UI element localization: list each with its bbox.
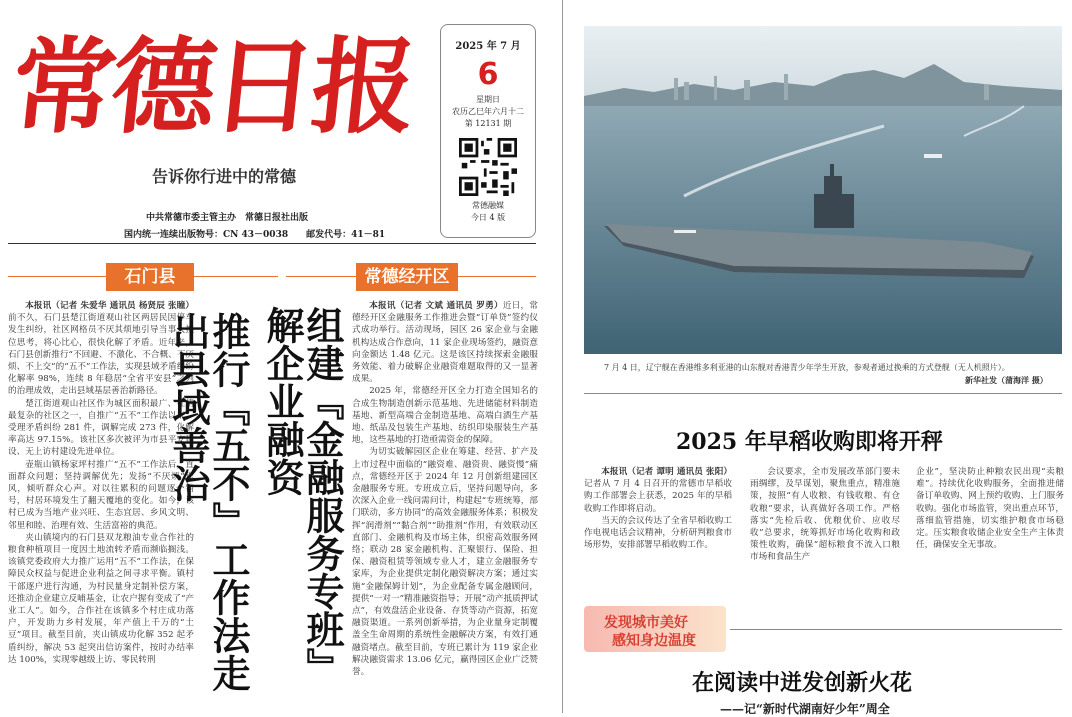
headline-reading[interactable]: 在阅读中迸发创新火花 — [692, 670, 913, 696]
subheadline-reading: ——记“新时代湖南好少年”周全 — [720, 702, 890, 716]
article-paragraph: 会议要求，全市发展改革部门要未雨绸缪，及早谋划，聚焦重点，精准施策，按照“有人收粮、有钱收粮、有仓收粮”要求，认真做好各项工作。严格落实“先检后收、优粮优价、应收尽收”总要求，统筹抓好市场化收购和政策性收购，确保“超标粮食不流入口粮市场和食品生产 — [750, 467, 900, 563]
news-photo[interactable] — [584, 26, 1062, 354]
headline-shimen[interactable]: 推行『五不』工作法走出县域善治 — [166, 312, 251, 692]
qr-label: 常德融媒 — [472, 201, 504, 210]
article-paragraph: 壶瓶山镇杨家坪村推广“五不”工作法后，直面群众问题；坚持调解优先；发扬“不厌烦”作风，倾听群众心声。对以往累积的问题逐个销号，村居环境发生了翻天覆地的变化。如今，该村已成为当地产业兴旺、生态宜居、乡风文明、邻里和睦、治理有效、生活富裕的典范。 — [8, 459, 194, 531]
photo-caption: 7 月 4 日，辽宁舰在香港维多利亚港的山东舰对香港青少年学生开放，参观者通过换乘的方式登舰（无人机照片）。 — [604, 363, 1010, 372]
article-paragraph: 记者从 7 月 4 日召开的常德市早稻收购工作部署会上获悉，2025 年的早稻收购工作即将启动。 — [584, 479, 732, 514]
date-day: 6 — [477, 57, 499, 92]
masthead-title: 常德日报 — [5, 25, 419, 148]
article-jingkai-body — [352, 300, 538, 713]
issue-number: 第 12131 期 — [464, 119, 512, 128]
section-tag-shimen: 石门县 — [106, 263, 194, 291]
column-banner — [584, 606, 726, 652]
photo-credit: 新华社发（蒲海洋 摄） — [965, 375, 1048, 385]
date-box — [440, 24, 536, 238]
qr-code-icon[interactable] — [459, 138, 517, 196]
banner-line1: 发现城市美好 — [604, 615, 688, 631]
article-paragraph: 前不久，石门县楚江街道观山社区两居民因停车发生纠纷，社区网格员不厌其烦地引导当事人换位思考，将心比心，很快化解了矛盾。近年来，石门县创新推行“不回避、不激化、不合概、不厌烦、不上交”的“五不”工作法，实现县域矛盾纠纷化解率 98%，连续 8 年稳居“全省平安县”之列的治理成效，走出县域基层善治新路径。 — [8, 313, 194, 397]
publisher-line: 中共常德市委主管主办 常德日报社出版 — [146, 213, 309, 223]
headline-early-rice[interactable]: 2025 年早稻收购即将开秤 — [676, 429, 943, 455]
date-lunar: 农历乙巳年六月十二 — [452, 107, 524, 116]
article-paragraph: 为切实破解园区企业在筹建、经营、扩产及上市过程中面临的“融资难、融资贵、融资慢”痛点，常德经开区于 2024 年 12 月创新组建园区金融服务专班。专班成立后，坚持问题导向，多次深入企业一线问需问计，构建起“专班统筹，部门联动，多方协同”的高效金融服务体系；积极发挥“润滑剂”“黏合剂”“助推剂”作用，有效联动区直部门、金融机构及市场主体，织密高效服务网络；联动 28 家金融机构、汇聚银行、保险、担保、融资租赁等领域专业人才，建立金融服务专家库，为企业提供定制化融资解决方案；通过实施“金融保姆计划”，为企业配备专属金融顾问，提供“一对一”精准融资指导；开展“动产抵质押试点”，有效盘活企业设备、存货等动产资源，拓宽融资渠道。一系列创新举措，为企业量身定制覆盖全生命周期的系统性金融解决方案，有效打通融资堵点。截至目前，专班已累计为 119 家企业解决融资需求 13.06 亿元，赢得园区企业广泛赞誉。 — [352, 447, 538, 678]
section-tag-jingkai: 常德经开区 — [356, 263, 458, 291]
column-divider — [562, 0, 563, 713]
article-lead: 本报讯（记者 谭明 通讯员 张阳） — [601, 467, 732, 477]
date-year-month: 2025 年 7 月 — [455, 41, 521, 52]
article-paragraph: 近日，常德经开区金融服务工作推进会暨“订单贷”签约仪式成功举行。活动现场，园区 26 家企业与金融机构达成合作意向，11 家企业现场签约，融资意向金额达 1.48 亿元。这是该区持续探索金融服务效能、着力破解企业融资难题取得的又一显著成果。 — [352, 301, 538, 385]
article-paragraph: 2025 年，常德经开区全力打造全国知名的合成生物制造创新示范基地、先进储能材料制造基地、新型高端合金制造基地、高端白酒生产基地、纸品及包装生产基地、纺织印染服装生产基地，这些基地的打造亟需资金的保障。 — [352, 386, 538, 446]
article-rice-col3 — [916, 466, 1064, 596]
article-rice-col1 — [584, 466, 732, 596]
article-lead: 本报讯（记者 文斌 通讯员 罗勇） — [369, 301, 503, 311]
headline-jingkai[interactable]: 组建『金融服务专班』解企业融资 — [260, 306, 345, 686]
date-weekday: 星期日 — [476, 95, 500, 104]
article-rice-col2 — [750, 466, 900, 596]
issn-line: 国内统一连续出版物号：CN 43－0038 邮发代号：41－81 — [124, 230, 386, 240]
page-count: 今日 4 版 — [470, 213, 506, 222]
masthead-rule — [8, 243, 536, 244]
divider — [584, 393, 1062, 394]
divider — [730, 629, 1062, 630]
article-paragraph: 楚江街道观山社区作为城区面积最广、社情最复杂的社区之一，自推广“五不”工作法以来，受理矛盾纠纷 281 件，调解完成 273 件，化解率高达 97.15%。该社区多次被评为市县平安建设、无上访村建设先进单位。 — [8, 398, 194, 458]
article-paragraph: 夹山镇境内的石门县双龙粮油专业合作社的粮食种植项目一度因土地流转矛盾而濒临搁浅。该镇党委政府大力推广运用“五不”工作法，在保障民众权益与促进企业利益之间寻求平衡。镇村干部逐户进行沟通，为村民量身定制补偿方案，还推动企业建立反哺基金，让农户握有变成了“产业工人”。如今，合作社在该镇多个村庄成功落户，开发助力乡村发展，年产值上千万的“土豆”项目。截至目前，夹山镇成功化解 352 起矛盾纠纷，解决 53 起突出信访案件，按时办结率达 100%，实现零越级上访、零民转刑 — [8, 532, 194, 665]
banner-line2: 感知身边温度 — [612, 633, 696, 649]
article-lead: 本报讯（记者 朱爱华 通讯员 杨贤辰 张瞳） — [25, 301, 194, 311]
masthead-slogan: 告诉你行进中的常德 — [152, 167, 297, 186]
article-paragraph: 当天的会议传达了全省早稻收购工作电视电话会议精神，分析研判粮食市场形势，安排部署早稻收购工作。 — [584, 515, 732, 551]
article-paragraph: 企业”，坚决防止种粮农民出现“卖粮难”。持续优化收购服务，全面推进储备订单收购、网上预约收购、上门服务收购。强化市场监管，突出重点环节，落细监管措施，切实维护粮食市场稳定。压实粮食收储企业安全生产主体责任，确保安全无事故。 — [916, 467, 1064, 551]
